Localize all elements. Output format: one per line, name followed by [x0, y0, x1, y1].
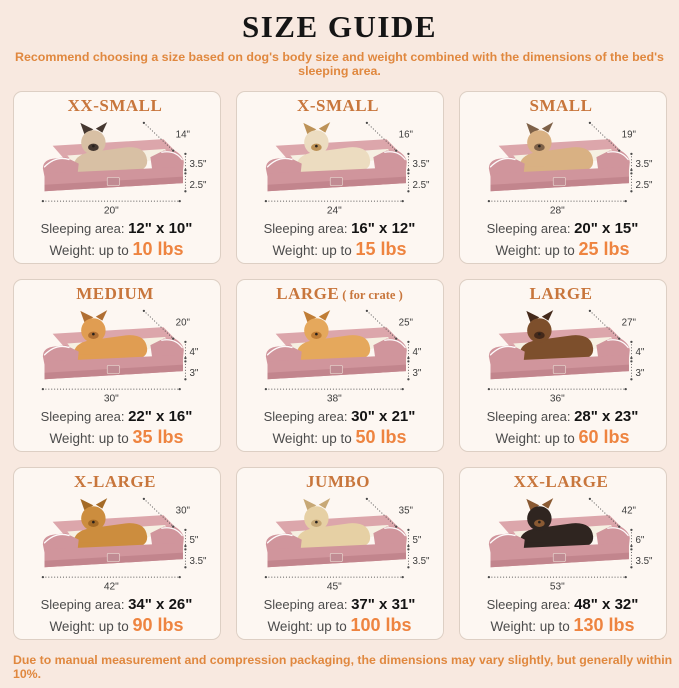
weight-value: 10 lbs [132, 239, 184, 259]
bolster-height-dim-label: 6" [634, 534, 644, 546]
dim-dot [184, 357, 186, 359]
base-height-dim-label: 3" [188, 368, 198, 380]
weight-row [49, 426, 183, 450]
pet-nose [538, 145, 541, 148]
weight-row [272, 426, 406, 450]
sleeping-area-value: 48" x 32" [574, 596, 639, 613]
sleeping-area-label: Sleeping area: [486, 597, 571, 612]
depth-dim-label: 25" [398, 317, 413, 329]
subtitle: Recommend choosing a size based on dog's body size and weight combined with the dimensions of the bed's sleeping area. [15, 50, 664, 78]
size-card-title [530, 283, 596, 306]
width-dim-label: 53" [549, 581, 565, 593]
dog-bed-diagram [18, 494, 216, 595]
size-name: LARGE [276, 284, 340, 303]
size-name: MEDIUM [76, 284, 154, 303]
dim-dot [184, 360, 186, 362]
dog-bed-diagram [18, 306, 216, 407]
sleeping-area-value: 22" x 16" [128, 408, 193, 425]
weight-row [490, 614, 634, 638]
page-title: SIZE GUIDE [241, 9, 438, 44]
size-name: XX-LARGE [513, 472, 609, 491]
dim-dot [178, 200, 180, 202]
weight-label: Weight: up to [49, 431, 129, 446]
dog-bed-diagram [18, 118, 216, 219]
weight-value: 130 lbs [573, 615, 635, 635]
bed-tag [330, 177, 342, 185]
weight-value: 50 lbs [355, 427, 407, 447]
depth-dim-label: 27" [621, 317, 636, 329]
dim-dot [264, 200, 266, 202]
size-card [459, 279, 667, 452]
dog-bed-diagram [241, 118, 439, 219]
sleeping-area-row [487, 407, 639, 426]
dim-dot [630, 169, 632, 171]
dim-dot [407, 190, 409, 192]
size-name: JUMBO [306, 472, 370, 491]
sleeping-area-value: 12" x 10" [128, 220, 193, 237]
width-dim-label: 38" [326, 393, 342, 405]
dim-dot [184, 190, 186, 192]
size-card-title [530, 95, 596, 118]
pet-head [527, 318, 551, 342]
base-height-dim-label: 3" [411, 368, 421, 380]
size-card-title [306, 471, 373, 494]
dim-dot [407, 529, 409, 531]
dim-dot [630, 545, 632, 547]
weight-value: 60 lbs [578, 427, 630, 447]
pet-nose [315, 521, 318, 524]
weight-label: Weight: up to [490, 619, 570, 634]
weight-label: Weight: up to [272, 243, 352, 258]
dim-dot [618, 337, 620, 339]
bolster-height-dim-label: 5" [411, 534, 421, 546]
dim-dot [142, 310, 144, 312]
depth-dim-label: 16" [398, 129, 413, 141]
depth-dim-label: 20" [175, 317, 190, 329]
weight-label: Weight: up to [267, 619, 347, 634]
dim-dot [624, 388, 626, 390]
dim-dot [184, 545, 186, 547]
sleeping-area-value: 28" x 23" [574, 408, 639, 425]
pet-head [81, 318, 105, 342]
base-height-dim-label: 2.5" [634, 180, 653, 192]
size-card [236, 279, 444, 452]
base-height-dim-label: 3.5" [411, 556, 430, 568]
sleeping-area-label: Sleeping area: [40, 409, 125, 424]
sleeping-area-row [264, 219, 416, 238]
weight-label: Weight: up to [49, 243, 129, 258]
dog-bed-diagram [241, 494, 439, 595]
weight-label: Weight: up to [495, 431, 575, 446]
dim-dot [487, 576, 489, 578]
size-card [236, 91, 444, 264]
dim-dot [184, 169, 186, 171]
size-card-title [297, 95, 382, 118]
sleeping-area-row [487, 595, 639, 614]
dim-dot [630, 529, 632, 531]
base-height-dim-label: 3" [634, 368, 644, 380]
depth-dim-label: 35" [398, 505, 413, 517]
base-height-dim-label: 2.5" [411, 180, 430, 192]
size-name: LARGE [529, 284, 593, 303]
dim-dot [172, 525, 174, 527]
bed-tag [553, 177, 565, 185]
dim-dot [588, 122, 590, 124]
bed-tag [553, 553, 565, 561]
dim-dot [630, 190, 632, 192]
weight-row [49, 614, 183, 638]
width-dim-label: 24" [326, 205, 342, 217]
depth-dim-label: 42" [621, 505, 636, 517]
bolster-height-dim-label: 4" [634, 346, 644, 358]
dim-dot [184, 566, 186, 568]
pet-nose [538, 333, 541, 336]
pet-nose [315, 333, 318, 336]
dim-dot [178, 576, 180, 578]
dim-dot [630, 153, 632, 155]
size-card [13, 91, 221, 264]
size-card [13, 279, 221, 452]
sleeping-area-value: 30" x 21" [351, 408, 416, 425]
dim-dot [184, 378, 186, 380]
sleeping-area-label: Sleeping area: [40, 597, 125, 612]
weight-value: 100 lbs [350, 615, 412, 635]
dim-dot [630, 341, 632, 343]
sleeping-area-label: Sleeping area: [263, 409, 348, 424]
dim-dot [407, 172, 409, 174]
dog-bed-diagram [464, 306, 662, 407]
dim-dot [630, 357, 632, 359]
sleeping-area-value: 34" x 26" [128, 596, 193, 613]
sleeping-area-value: 20" x 15" [574, 220, 639, 237]
width-dim-label: 20" [103, 205, 119, 217]
dim-dot [401, 576, 403, 578]
dim-dot [142, 498, 144, 500]
dim-dot [630, 566, 632, 568]
sleeping-area-value: 16" x 12" [351, 220, 416, 237]
sleeping-area-label: Sleeping area: [40, 221, 125, 236]
dim-dot [41, 200, 43, 202]
dim-dot [624, 200, 626, 202]
depth-dim-label: 30" [175, 505, 190, 517]
size-name-note: ( for crate ) [342, 288, 403, 302]
size-card-title [68, 95, 166, 118]
pet-nose [92, 521, 95, 524]
dim-dot [264, 388, 266, 390]
sleeping-area-row [41, 219, 193, 238]
dim-dot [407, 548, 409, 550]
dim-dot [401, 200, 403, 202]
dim-dot [407, 545, 409, 547]
weight-value: 35 lbs [132, 427, 184, 447]
dim-dot [407, 566, 409, 568]
size-grid [0, 91, 679, 640]
weight-row [49, 238, 183, 262]
bed-tag [107, 177, 119, 185]
size-card-title [74, 471, 159, 494]
base-height-dim-label: 3.5" [188, 556, 207, 568]
dim-dot [407, 357, 409, 359]
dim-dot [630, 378, 632, 380]
bed-tag [107, 365, 119, 373]
size-name: X-LARGE [74, 472, 156, 491]
dim-dot [264, 576, 266, 578]
dim-dot [407, 169, 409, 171]
dim-dot [178, 388, 180, 390]
weight-value: 90 lbs [132, 615, 184, 635]
size-card-title [514, 471, 612, 494]
weight-label: Weight: up to [495, 243, 575, 258]
size-card-title [76, 283, 157, 306]
width-dim-label: 28" [549, 205, 565, 217]
size-card [13, 467, 221, 640]
dim-dot [588, 310, 590, 312]
dog-bed-diagram [464, 494, 662, 595]
dim-dot [407, 341, 409, 343]
dim-dot [41, 576, 43, 578]
dim-dot [365, 310, 367, 312]
dim-dot [395, 337, 397, 339]
sleeping-area-row [41, 407, 193, 426]
dim-dot [630, 548, 632, 550]
weight-row [267, 614, 411, 638]
depth-dim-label: 14" [175, 129, 190, 141]
pet-head [304, 318, 328, 342]
weight-value: 15 lbs [355, 239, 407, 259]
dim-dot [395, 525, 397, 527]
dim-dot [41, 388, 43, 390]
sleeping-area-label: Sleeping area: [263, 597, 348, 612]
size-card [236, 467, 444, 640]
bolster-height-dim-label: 4" [411, 346, 421, 358]
dim-dot [184, 172, 186, 174]
weight-row [272, 238, 406, 262]
width-dim-label: 30" [103, 393, 119, 405]
footnote: Due to manual measurement and compression packaging, the dimensions may vary slightly, but generally within 10%. [13, 653, 673, 681]
bed-tag [330, 365, 342, 373]
base-height-dim-label: 2.5" [188, 180, 207, 192]
bed-tag [330, 553, 342, 561]
dim-dot [588, 498, 590, 500]
pet-nose [92, 145, 95, 148]
size-name: XX-SMALL [67, 96, 163, 115]
dim-dot [624, 576, 626, 578]
bolster-height-dim-label: 5" [188, 534, 198, 546]
bolster-height-dim-label: 3.5" [188, 158, 207, 170]
dim-dot [487, 388, 489, 390]
weight-label: Weight: up to [49, 619, 129, 634]
bolster-height-dim-label: 3.5" [634, 158, 653, 170]
dim-dot [395, 149, 397, 151]
depth-dim-label: 19" [621, 129, 636, 141]
size-card [459, 467, 667, 640]
sleeping-area-row [41, 595, 193, 614]
dim-dot [142, 122, 144, 124]
dog-bed-diagram [241, 306, 439, 407]
size-name: SMALL [529, 96, 593, 115]
dim-dot [184, 529, 186, 531]
sleeping-area-label: Sleeping area: [486, 221, 571, 236]
pet-nose [538, 521, 541, 524]
pet-nose [92, 333, 95, 336]
dim-dot [184, 341, 186, 343]
dim-dot [487, 200, 489, 202]
dim-dot [172, 337, 174, 339]
width-dim-label: 42" [103, 581, 119, 593]
pet-nose [315, 145, 318, 148]
dim-dot [618, 525, 620, 527]
sleeping-area-row [264, 407, 416, 426]
dim-dot [184, 548, 186, 550]
bed-tag [553, 365, 565, 373]
size-guide-infographic [0, 9, 679, 688]
bolster-height-dim-label: 4" [188, 346, 198, 358]
sleeping-area-label: Sleeping area: [486, 409, 571, 424]
base-height-dim-label: 3.5" [634, 556, 653, 568]
sleeping-area-label: Sleeping area: [263, 221, 348, 236]
size-name: X-SMALL [297, 96, 379, 115]
size-card-title [276, 283, 402, 306]
sleeping-area-value: 37" x 31" [351, 596, 416, 613]
sleeping-area-row [264, 595, 416, 614]
dim-dot [172, 149, 174, 151]
dim-dot [407, 360, 409, 362]
size-card [459, 91, 667, 264]
bed-tag [107, 553, 119, 561]
weight-value: 25 lbs [578, 239, 630, 259]
dim-dot [407, 378, 409, 380]
dog-bed-diagram [464, 118, 662, 219]
dim-dot [407, 153, 409, 155]
width-dim-label: 36" [549, 393, 565, 405]
dim-dot [618, 149, 620, 151]
weight-row [495, 426, 629, 450]
bolster-height-dim-label: 3.5" [411, 158, 430, 170]
dim-dot [365, 122, 367, 124]
sleeping-area-row [487, 219, 639, 238]
dim-dot [365, 498, 367, 500]
weight-label: Weight: up to [272, 431, 352, 446]
weight-row [495, 238, 629, 262]
dim-dot [630, 360, 632, 362]
dim-dot [184, 153, 186, 155]
dim-dot [401, 388, 403, 390]
dim-dot [630, 172, 632, 174]
width-dim-label: 45" [326, 581, 342, 593]
